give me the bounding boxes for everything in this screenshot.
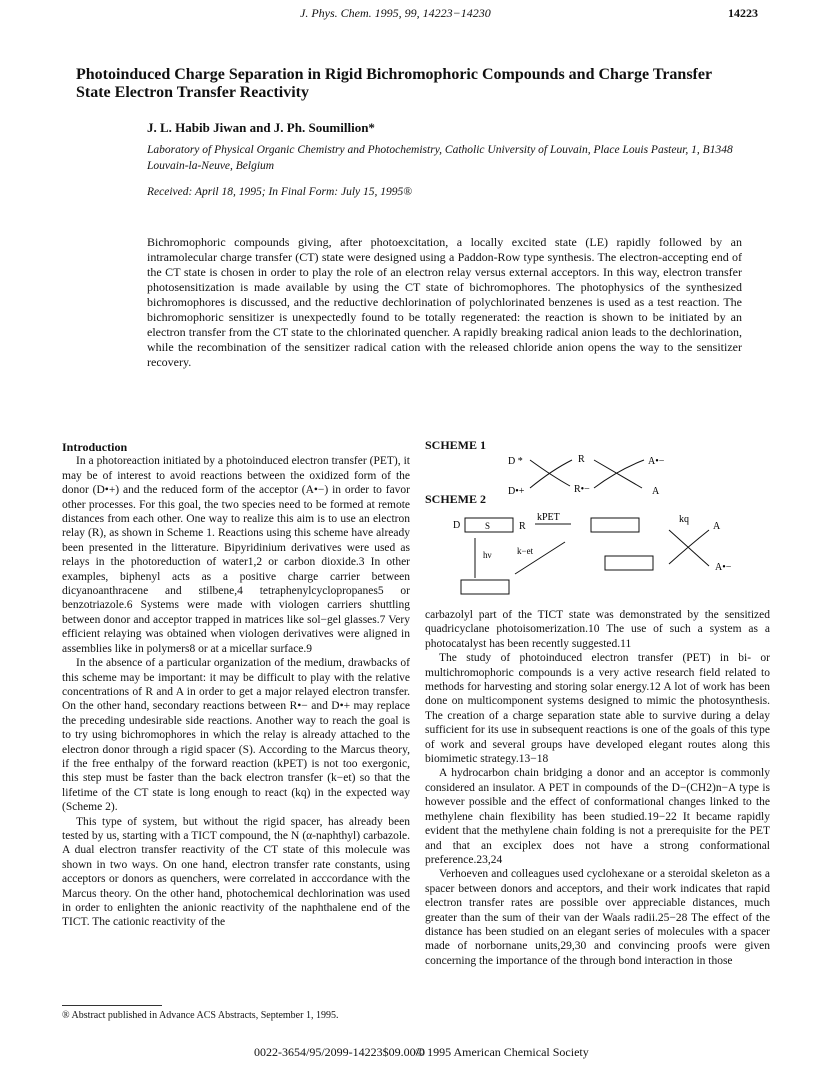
authors: J. L. Habib Jiwan and J. Ph. Soumillion* [147,120,375,135]
scheme1-label-dcat: D•+ [508,486,525,497]
footnote-divider [62,1005,162,1006]
scheme1-title: SCHEME 1 [425,438,487,452]
abstract-text: Bichromophoric compounds giving, after photoexcitation, a locally excited state (LE) rapidly followed by an intramolecular charge transfer (CT) state were designed using a Paddon-Row type synthesis. The electron-accepting end of the CT state is chosen in order to play the role of an electron relay versus external acceptors. In this way, electron transfer photosensitization is made available by using the CT state of bichromophores. The photophysics of the synthesized bichromophores is discussed, and the reductive dechlorination of polychlorinated benzenes is used as a test reaction. The bichromophoric sensitizer is unexpectedly found to be totally regenerated: the reaction is shown to be initiated by an electron transfer from the CT state to the chlorinated quencher. A rapidly breaking radical anion leads to the dechlorination, while the recombination of the sensitizer radical cation with the released chloride anion opens the way to the sensitizer recovery. [147,235,742,369]
scheme2-label-d: D [453,520,461,531]
spacer-box [605,556,653,570]
paragraph: Verhoeven and colleagues used cyclohexane or a steroidal skeleton as a spacer between donors and acceptors, and their work indicates that rapid electron transfer rates are possible over appreciable distances, much greater than the sum of their van der Waals radii.25−28 The effect of the distance has been studied on an elegant series of molecules with a spacer made of norbornane units,29,30 and convincing proofs were given concerning the importance of the through bond interaction in those [425,868,770,967]
scheme2-label-a: A [713,521,721,532]
paragraph: In a photoreaction initiated by a photoinduced electron transfer (PET), it may be of interest to avoid reactions between the oxidized form of the donor (D•+) and the reduced form of the acceptor (A•−) in order to favor other processes. For this goal, the two species need to be formed at remote distances from each other. One way to realize this aim is to use an electron relay (R), as shown in Scheme 1. Reactions using this scheme have already been presented in the litterature. Bipyridinium derivatives were used as relays in the photoreduction of water1,2 or carbon dioxide.3 In other examples, biphenyl acts as a positive charge carrier between dicyanoanthracene and stilbene,4 tetraphenylcyclopropanes5 or benzotriazole.6 Systems were made with viologen carriers shuttling between donor and acceptor trapped in matrices like sol−gel glasses.7 Very efficient relaying was obtained when viologen derivatives were aligned in assemblies like in polymers8 or at a micellar surface.9 [62,455,410,655]
paragraph: The study of photoinduced electron transfer (PET) in bi- or multichromophoric compounds is a very active research field related to methods for harvesting and storing solar energy.12 A lot of work has been done on multicomponent systems designed to mimic the photosynthesis. The creation of a charge separation state able to survive during a delay sufficient for its use in subsequent reactions is one of the goals of this type of work and several groups have developed elegant routes along this biomimetic strategy.13−18 [425,652,770,766]
scheme1-diagram [490,452,690,500]
article-title: Photoinduced Charge Separation in Rigid Bichromophoric Compounds and Charge Transfer State Electron Transfer Reactivity [76,66,712,101]
scheme2-label-ket: k−et [517,546,534,556]
left-column [62,440,410,930]
article-code: 0022-3654/95/2099-14223$09.00/0 [254,1045,425,1059]
section-heading-introduction: Introduction [62,440,128,454]
paragraph: carbazolyl part of the TICT state was demonstrated by the sensitized quadricyclane photoisomerization.10 The use of such a system as a photocatalyst has been recently suggested.11 [425,609,770,650]
page-number: 14223 [728,6,758,20]
scheme2-label-r: R [519,521,526,532]
scheme2-title: SCHEME 2 [425,492,487,506]
spacer-box [461,580,509,594]
scheme1-label-a: A [652,486,660,497]
scheme2-label-hv: hν [483,550,492,560]
journal-citation: J. Phys. Chem. 1995, 99, 14223−14230 [300,6,491,20]
affiliation: Laboratory of Physical Organic Chemistry and Photochemistry, Catholic University of Louvain, Place Louis Pasteur, 1, B1348 Louvain-la-Neuve, Belgium [147,144,733,172]
scheme2-label-kpet: kPET [537,512,560,523]
copyright: © 1995 American Chemical Society [415,1045,589,1059]
abstract [147,235,742,370]
scheme2-label-kq: kq [679,514,689,525]
received-dates: Received: April 18, 1995; In Final Form: July 15, 1995® [147,186,412,198]
scheme2-label-s: S [485,521,491,531]
paragraph: A hydrocarbon chain bridging a donor and an acceptor is commonly considered an insulator. A PET in compounds of the D−(CH2)n−A type is however possible and the effect of conformational changes linked to the methylene chain flexibility has been studied.19−22 It became rapidly evident that the methylene chain folding is not a prerequisite for the PET and that an exciplex does not have a strong conformational preference.23,24 [425,767,770,866]
scheme2-diagram [425,508,770,598]
scheme1-label-rrad: R•− [574,484,590,495]
footnote: ® Abstract published in Advance ACS Abstracts, September 1, 1995. [62,1010,339,1021]
scheme1-label-r: R [578,454,585,465]
right-column [425,608,770,968]
spacer-box [591,518,639,532]
paragraph: In the absence of a particular organization of the medium, drawbacks of this scheme may be important: it may be difficult to play with the relative concentrations of R and A in order to get a major relayed electron transfer. On the other hand, secondary reactions between R•− and D•+ may replace the preceding undesirable side reactions. Another way to reach the goal is to try using bichromophores in which the relay is already attached to the electron donor through a rigid spacer (S). According to the Marcus theory, if the free enthalpy of the forward reaction (kPET) is not too exergonic, this step must be faster than the back electron transfer (k−et) so that the lifetime of the CT state is long enough to react (kq) in the expected way (Scheme 2). [62,657,410,814]
scheme2-label-arad: A•− [715,562,732,573]
scheme1-label-arad: A•− [648,456,665,467]
paragraph: This type of system, but without the rigid spacer, has already been tested by us, starting with a TICT compound, the N (α-naphthyl) carbazole. A dual electron transfer reactivity of the CT state of this molecule was shown in two ways. On one hand, electron transfer rate constants, using acceptors or donors as quenchers, were correlated in acccordance with the Marcus theory. On the other hand, photochemical dechlorination was used in order to enlighten the anionic reactivity of the naphthalene end of the TICT. The cationic reactivity of the [62,815,410,929]
scheme1-label-dstar: D * [508,456,523,467]
